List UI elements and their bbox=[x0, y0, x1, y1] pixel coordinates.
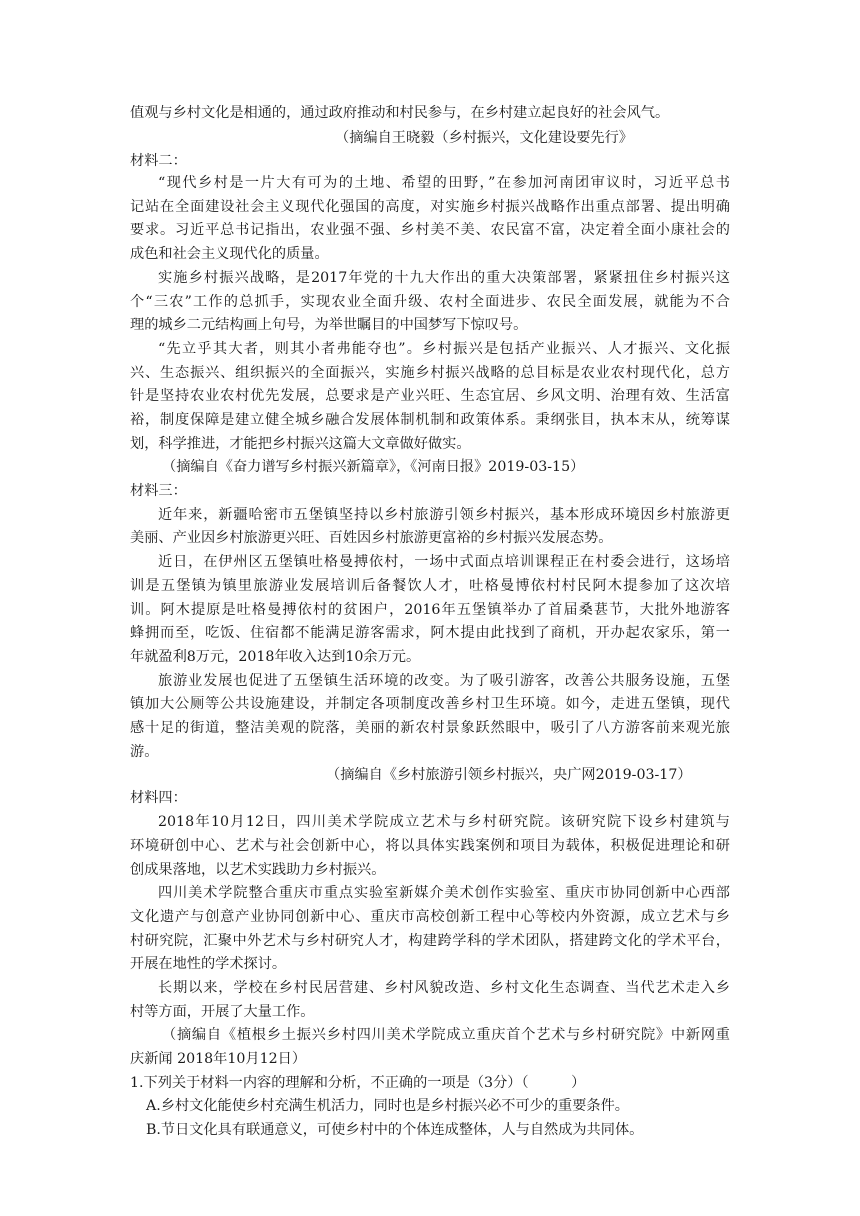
section-heading: 材料二： bbox=[130, 153, 187, 169]
answer-option-a: A.乡村文化能使乡村充满生机活力，同时也是乡村振兴必不可少的重要条件。 bbox=[146, 1098, 629, 1114]
paragraph-line: 近年来，新疆哈密市五堡镇坚持以乡村旅游引领乡村振兴，基本形成环境因乡村旅游更 bbox=[158, 507, 730, 523]
paragraph-line: 训是五堡镇为镇里旅游业发展培训后备餐饮人才，吐格曼博依村村民阿木提参加了这次培 bbox=[130, 578, 730, 594]
paragraph-line: 裕，制度保障是建立健全城乡融合发展体制机制和政策体系。秉纲张目，执本末从，统筹谋 bbox=[130, 412, 730, 428]
paragraph-line: 划，科学推进，才能把乡村振兴这篇大文章做好做实。 bbox=[130, 436, 471, 452]
paragraph-line: 记站在全面建设社会主义现代化强国的高度，对实施乡村振兴战略作出重点部署、提出明确 bbox=[130, 199, 730, 215]
paragraph-line: 村研究院，汇聚中外艺术与乡村研究人才，构建跨学科的学术团队，搭建跨文化的学术平台， bbox=[130, 933, 730, 949]
paragraph-line: 训。阿木提原是吐格曼搏依村的贫困户，2016年五堡镇举办了首届桑葚节，大批外地游客 bbox=[130, 602, 730, 618]
answer-option-b: B.节日文化具有联通意义，可使乡村中的个体连成整体，人与自然成为共同体。 bbox=[146, 1122, 644, 1138]
paragraph-line: 游。 bbox=[130, 744, 159, 760]
paragraph-line: 村等方面，开展了大量工作。 bbox=[130, 1004, 315, 1020]
paragraph-line: 2018年10月12日，四川美术学院成立艺术与乡村研究院。该研究院下设乡村建筑与 bbox=[158, 814, 730, 830]
paragraph-line: 开展在地性的学术探讨。 bbox=[130, 956, 287, 972]
paragraph-line: 长期以来，学校在乡村民居营建、乡村风貌改造、乡村文化生态调查、当代艺术走入乡 bbox=[158, 980, 730, 996]
source-citation: （摘编自《乡村旅游引领乡村振兴，央广网2019-03-17） bbox=[326, 767, 692, 783]
paragraph-line: “现代乡村是一片大有可为的土地、希望的田野，”在参加河南团审议时，习近平总书 bbox=[158, 175, 730, 191]
paragraph-line: 创成果落地，以艺术实践助力乡村振兴。 bbox=[130, 862, 386, 878]
paragraph-line: 近日，在伊州区五堡镇吐格曼搏依村，一场中式面点培训课程正在村委会进行，这场培 bbox=[158, 554, 730, 570]
text-line: 值观与乡村文化是相通的，通过政府推动和村民参与，在乡村建立起良好的社会风气。 bbox=[130, 105, 670, 121]
paragraph-line: 镇加大公厕等公共设施建设，并制定各项制度改善乡村卫生环境。如今，走进五堡镇，现代 bbox=[130, 696, 730, 712]
paragraph-line: 兴、生态振兴、组织振兴的全面振兴，实施乡村振兴战略的总目标是农业农村现代化，总方 bbox=[130, 365, 730, 381]
paragraph-line: 理的城乡二元结构画上句号，为举世瞩目的中国梦写下惊叹号。 bbox=[130, 317, 528, 333]
paragraph-line: 成色和社会主义现代化的质量。 bbox=[130, 246, 329, 262]
source-citation: （摘编自《植根乡土振兴乡村四川美术学院成立重庆首个艺术与乡村研究院》中新网重 bbox=[162, 1027, 730, 1043]
paragraph-line: 旅游业发展也促进了五堡镇生活环境的改变。为了吸引游客，改善公共服务设施，五堡 bbox=[158, 673, 730, 689]
source-citation: 庆新闻 2018年10月12日） bbox=[130, 1051, 307, 1067]
question-stem: 1.下列关于材料一内容的理解和分析，不正确的一项是（3分）（ ） bbox=[130, 1075, 586, 1091]
paragraph-line: 个“三农”工作的总抓手，实现农业全面升级、农村全面进步、农民全面发展，就能为不合 bbox=[130, 294, 730, 310]
section-heading: 材料四： bbox=[130, 790, 187, 806]
paragraph-line: 美丽、产业因乡村旅游更兴旺、百姓因乡村旅游更富裕的乡村振兴发展态势。 bbox=[130, 530, 613, 546]
paragraph-line: 针是坚持农业农村优先发展，总要求是产业兴旺、生态宜居、乡风文明、治理有效、生活富 bbox=[130, 388, 730, 404]
paragraph-line: 实施乡村振兴战略，是2017年党的十九大作出的重大决策部署，紧紧扭住乡村振兴这 bbox=[158, 270, 730, 286]
paragraph-line: 要求。习近平总书记指出，农业强不强、乡村美不美、农民富不富，决定着全面小康社会的 bbox=[130, 222, 730, 238]
section-heading: 材料三： bbox=[130, 483, 187, 499]
paragraph-line: 四川美术学院整合重庆市重点实验室新媒介美术创作实验室、重庆市协同创新中心西部 bbox=[158, 885, 730, 901]
paragraph-line: “先立乎其大者，则其小者弗能夺也”。乡村振兴是包括产业振兴、人才振兴、文化振 bbox=[158, 341, 730, 357]
source-citation: （摘编自王晓毅（乡村振兴，文化建设要先行》 bbox=[335, 130, 633, 146]
paragraph-line: 感十足的街道，整洁美观的院落，美丽的新农村景象跃然眼中，吸引了八方游客前来观光旅 bbox=[130, 720, 730, 736]
paragraph-line: 文化遗产与创意产业协同创新中心、重庆市高校创新工程中心等校内外资源，成立艺术与乡 bbox=[130, 909, 730, 925]
source-citation: （摘编自《奋力谱写乡村振兴新篇章》，《河南日报》2019-03-15） bbox=[162, 459, 585, 475]
paragraph-line: 环境研创中心、艺术与社会创新中心，将以具体实践案例和项目为载体，积极促进理论和研 bbox=[130, 838, 730, 854]
paragraph-line: 年就盈利8万元，2018年收入达到10余万元。 bbox=[130, 649, 421, 665]
paragraph-line: 蜂拥而至，吃饭、住宿都不能满足游客需求，阿木提由此找到了商机，开办起农家乐，第一 bbox=[130, 625, 730, 641]
